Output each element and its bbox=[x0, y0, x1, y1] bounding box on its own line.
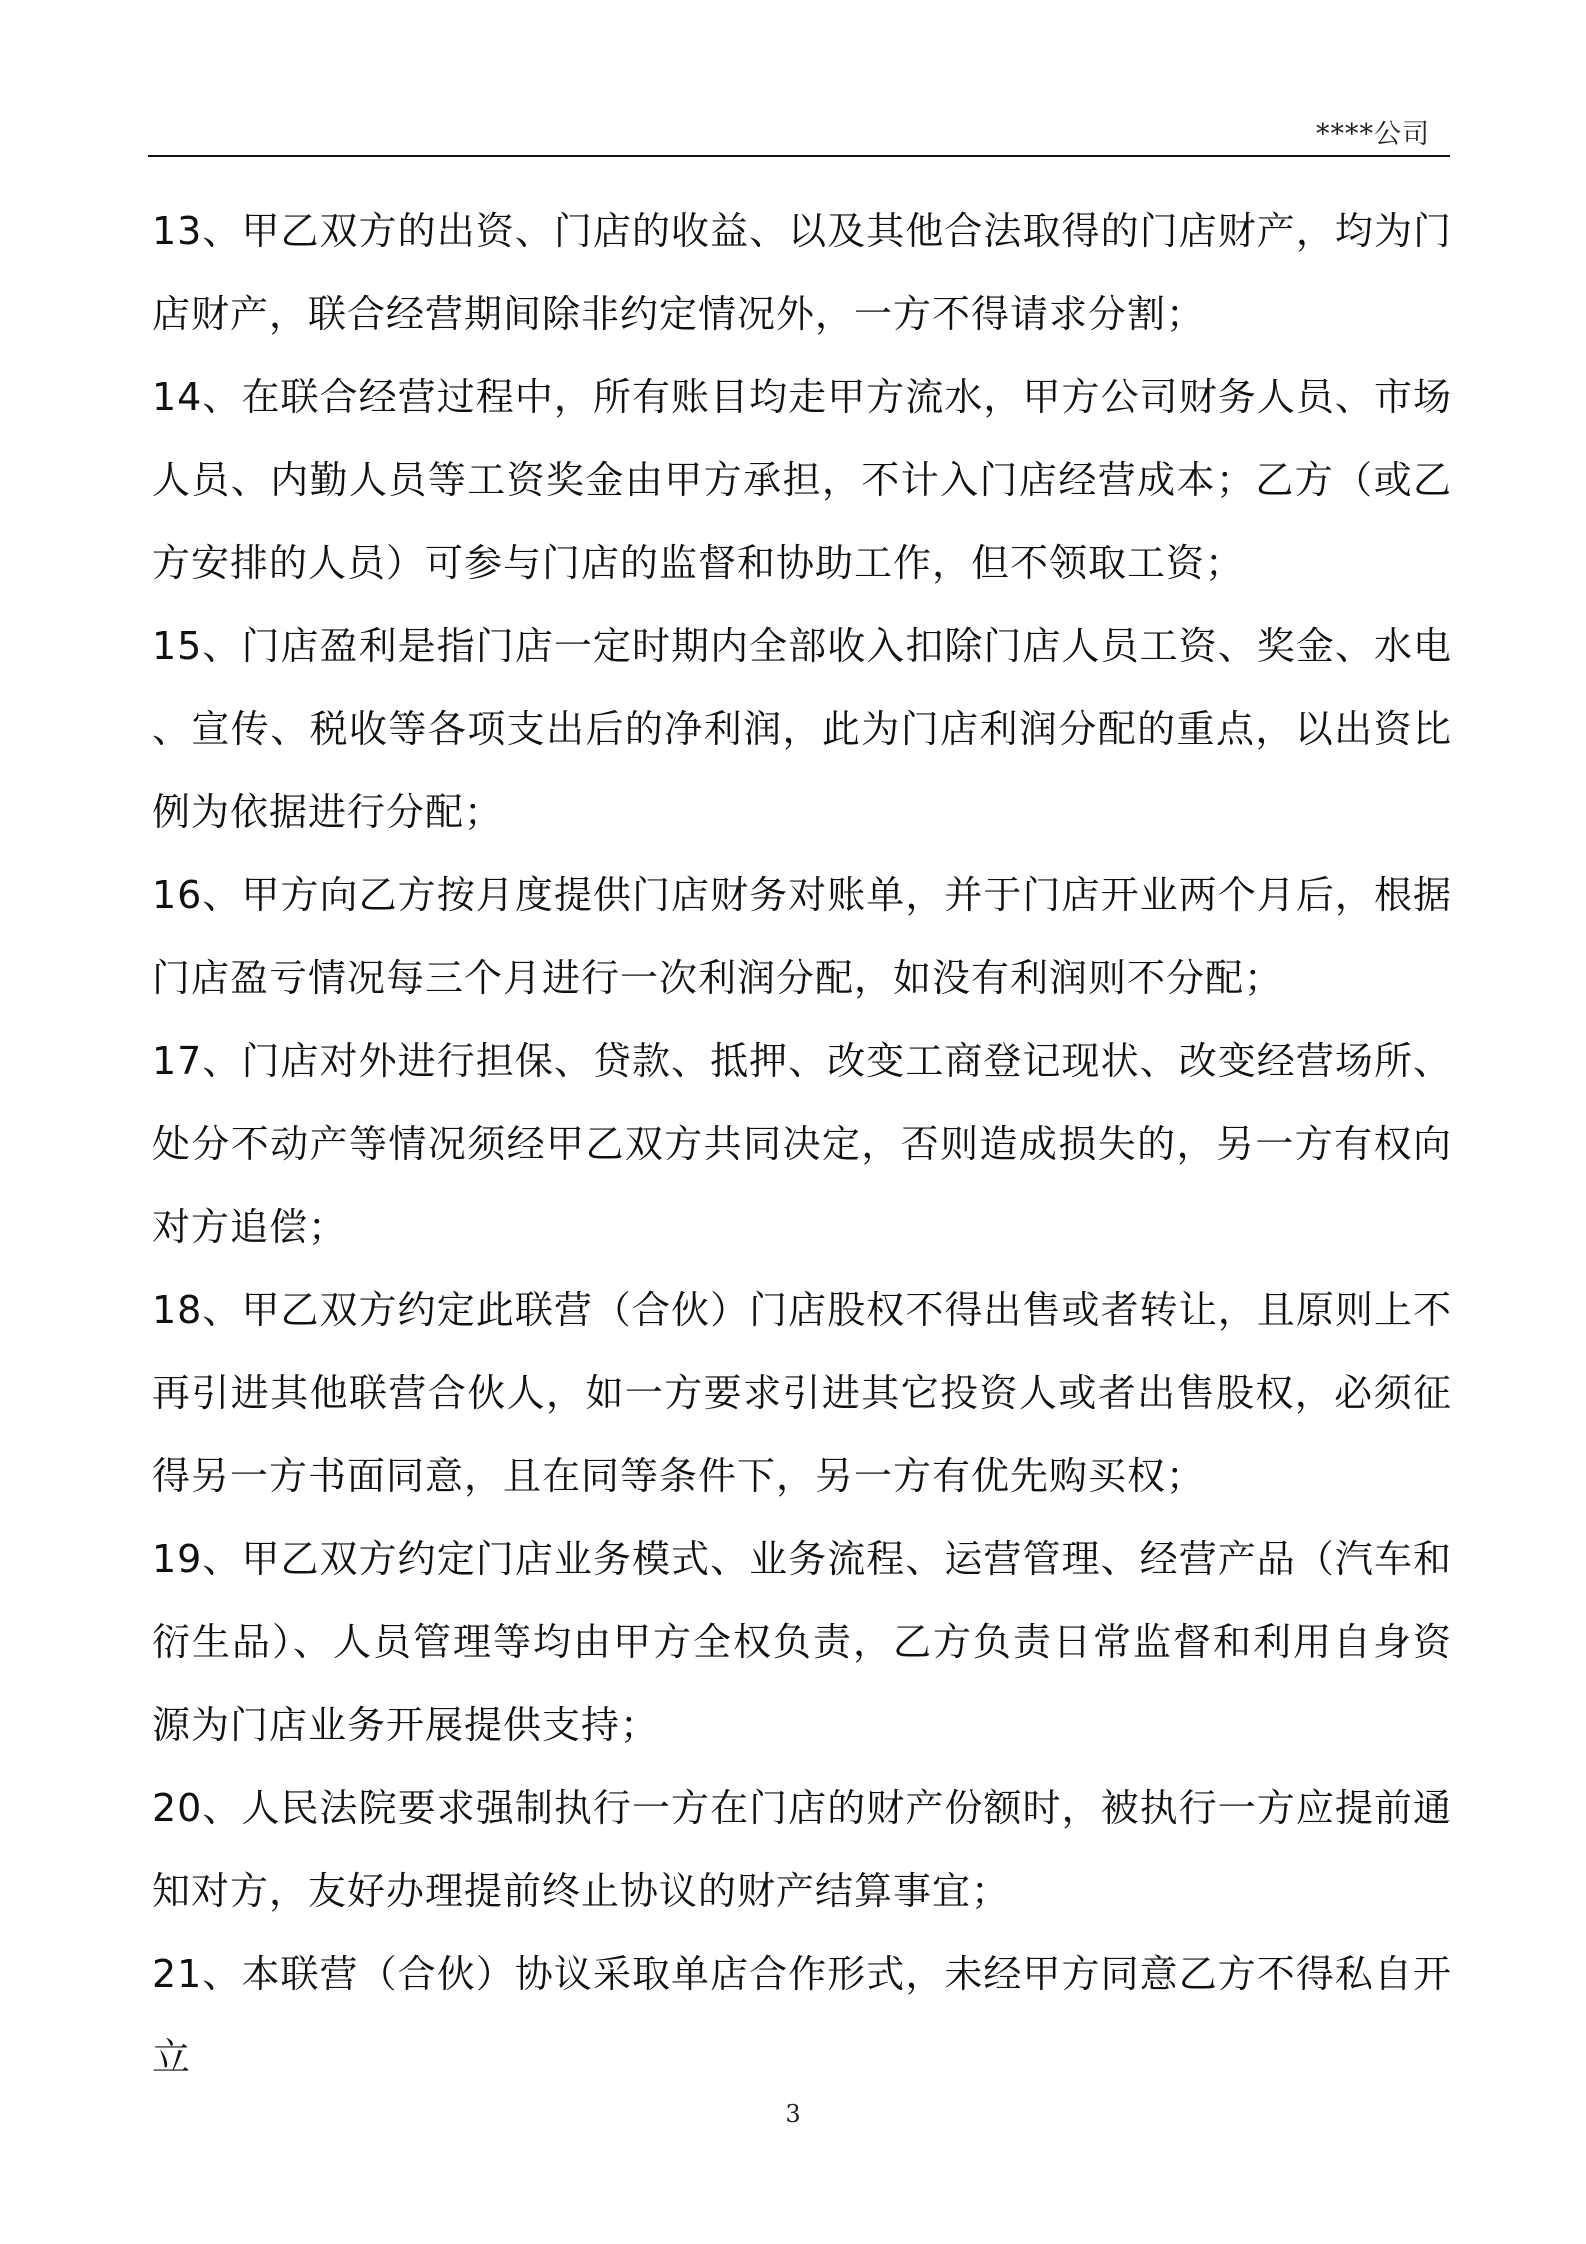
clause-16: 16、甲方向乙方按月度提供门店财务对账单，并于门店开业两个月后，根据门店盈亏情况每三个月进行一次利润分配，如没有利润则不分配； bbox=[152, 873, 1452, 1000]
clause-19: 19、甲乙双方约定门店业务模式、业务流程、运营管理、经营产品（汽车和衍生品）、人员管理等均由甲方全权负责，乙方负责日常监督和利用自身资源为门店业务开展提供支持； bbox=[152, 1537, 1452, 1747]
clause-18: 18、甲乙双方约定此联营（合伙）门店股权不得出售或者转让，且原则上不再引进其他联营合伙人，如一方要求引进其它投资人或者出售股权，必须征得另一方书面同意，且在同等条件下，另一方有优先购买权； bbox=[152, 1288, 1452, 1498]
clause-20: 20、人民法院要求强制执行一方在门店的财产份额时，被执行一方应提前通知对方，友好办理提前终止协议的财产结算事宜； bbox=[152, 1786, 1452, 1913]
clause-13: 13、甲乙双方的出资、门店的收益、以及其他合法取得的门店财产，均为门店财产，联合经营期间除非约定情况外，一方不得请求分割； bbox=[152, 209, 1452, 336]
header-company-name: ****公司 bbox=[1316, 119, 1430, 150]
clause-14: 14、在联合经营过程中，所有账目均走甲方流水，甲方公司财务人员、市场人员、内勤人员等工资奖金由甲方承担，不计入门店经营成本；乙方（或乙方安排的人员）可参与门店的监督和协助工作，但不领取工资； bbox=[152, 375, 1452, 585]
clause-15: 15、门店盈利是指门店一定时期内全部收入扣除门店人员工资、奖金、水电、宣传、税收等各项支出后的净利润，此为门店利润分配的重点，以出资比例为依据进行分配； bbox=[152, 624, 1452, 834]
clause-17: 17、门店对外进行担保、贷款、抵押、改变工商登记现状、改变经营场所、处分不动产等情况须经甲乙双方共同决定，否则造成损失的，另一方有权向对方追偿； bbox=[152, 1039, 1452, 1249]
clause-21: 21、本联营（合伙）协议采取单店合作形式，未经甲方同意乙方不得私自开立 bbox=[152, 1952, 1452, 2079]
header-divider bbox=[148, 155, 1450, 157]
document-body bbox=[152, 190, 1452, 2099]
page-number: 3 bbox=[785, 2100, 801, 2128]
